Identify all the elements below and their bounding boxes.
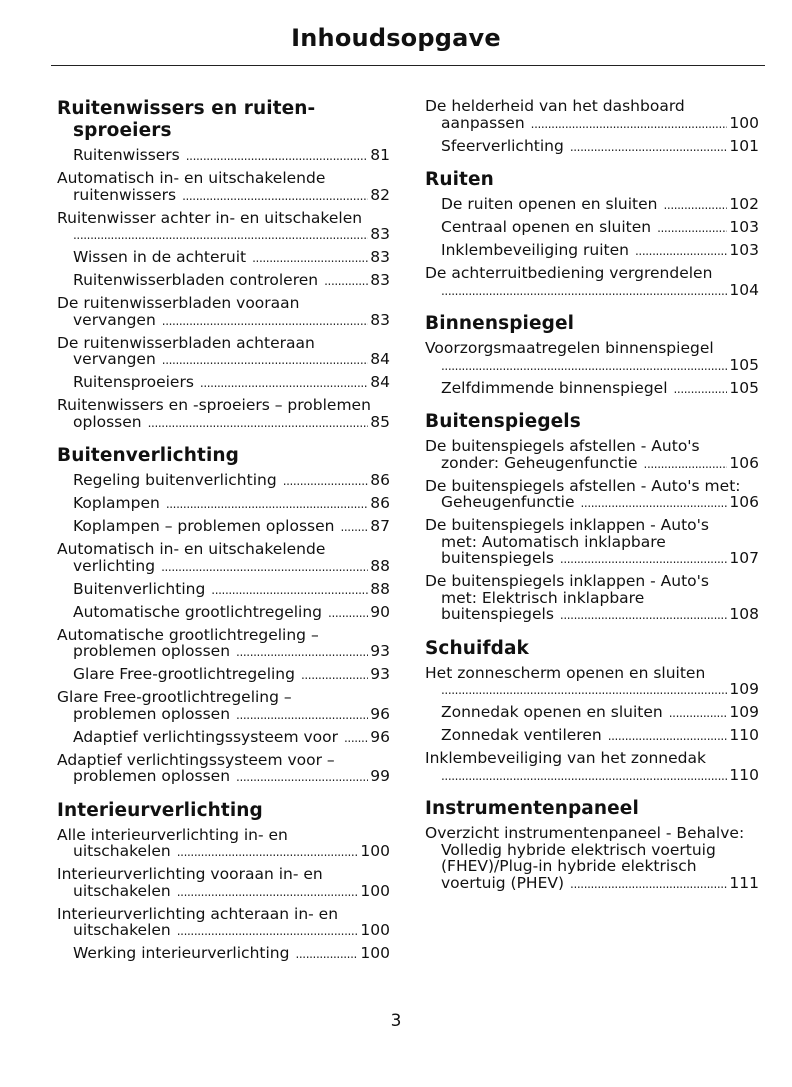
toc-entry[interactable]: Werking interieurverlichting ..... 100	[57, 945, 390, 963]
toc-entry[interactable]: Sfeerverlichting ..... 101	[425, 138, 759, 156]
toc-entry[interactable]: De ruiten openen en sluiten ..... 102	[425, 196, 759, 214]
toc-section	[57, 445, 390, 786]
toc-entry[interactable]: Ruitenwisserbladen controleren ..... 83	[57, 272, 390, 290]
toc-entry[interactable]: De ruitenwisserbladen vooraan vervangen ..... 83	[57, 295, 390, 329]
toc-entry[interactable]: Inklembeveiliging ruiten ..... 103	[425, 242, 759, 260]
toc-entry[interactable]: Regeling buitenverlichting ..... 86	[57, 472, 390, 490]
toc-entry[interactable]: Automatisch in- en uitschakelende ruitenwissers ..... 82	[57, 170, 390, 204]
toc-entry[interactable]: Koplampen – problemen oplossen ..... 87	[57, 518, 390, 536]
toc-entry[interactable]: Zelfdimmende binnenspiegel ..... 105	[425, 380, 759, 398]
toc-section	[425, 411, 759, 624]
toc-right-column	[425, 98, 759, 906]
section-heading-buitenverlichting: Buitenverlichting	[57, 445, 240, 466]
toc-entry[interactable]: Ruitensproeiers ..... 84	[57, 374, 390, 392]
toc-entry[interactable]: De ruitenwisserbladen achteraan vervangen ..... 84	[57, 335, 390, 369]
toc-section	[57, 800, 390, 963]
toc-entry[interactable]: Ruitenwisser achter in- en uitschakelen ..... 83	[57, 210, 390, 244]
toc-section	[425, 169, 759, 299]
toc-entry[interactable]: Inklembeveiliging van het zonnedak ..... 110	[425, 750, 759, 784]
toc-entry[interactable]: Centraal openen en sluiten ..... 103	[425, 219, 759, 237]
section-heading-interieurverlichting: Interieurverlichting	[57, 799, 263, 821]
toc-entry[interactable]: Zonnedak ventileren ..... 110	[425, 727, 759, 745]
section-heading-ruitenwissers: Ruitenwissers en ruiten- sproeiers	[57, 98, 316, 141]
toc-entry[interactable]: De achterruitbediening vergrendelen ..... 104	[425, 265, 759, 299]
toc-entry[interactable]: Automatische grootlichtregeling – problemen oplossen ..... 93	[57, 627, 390, 661]
section-heading-ruiten: Ruiten	[425, 169, 494, 190]
toc-entry[interactable]: Het zonnescherm openen en sluiten ..... 109	[425, 665, 759, 699]
toc-entry[interactable]: Alle interieurverlichting in- en uitschakelen ..... 100	[57, 827, 390, 861]
section-heading-buitenspiegels: Buitenspiegels	[425, 411, 581, 432]
toc-entry[interactable]: Automatisch in- en uitschakelende verlichting ..... 88	[57, 541, 390, 575]
toc-entry[interactable]: Overzicht instrumentenpaneel - Behalve: Volledig hybride elektrisch voertuig (FHEV)/Plug-in hybride elektrisch voertuig (PHEV) ..... 111	[425, 825, 759, 892]
toc-section	[425, 313, 759, 397]
toc-entry[interactable]: De helderheid van het dashboard aanpassen ..... 100	[425, 98, 759, 132]
toc-entry[interactable]: Wissen in de achteruit ..... 83	[57, 249, 390, 267]
toc-section	[425, 98, 759, 155]
title-divider	[51, 65, 765, 66]
toc-entry[interactable]: De buitenspiegels inklappen - Auto's met: Elektrisch inklapbare buitenspiegels ..... 108	[425, 573, 759, 624]
toc-entry[interactable]: Ruitenwissers ..... 81	[57, 147, 390, 165]
toc-entry[interactable]: Koplampen ..... 86	[57, 495, 390, 513]
toc-entry[interactable]: De buitenspiegels inklappen - Auto's met: Automatisch inklapbare buitenspiegels ..... 107	[425, 517, 759, 568]
toc-section	[425, 638, 759, 785]
toc-left-column	[57, 98, 390, 977]
toc-entry[interactable]: Buitenverlichting ..... 88	[57, 581, 390, 599]
toc-entry[interactable]: Zonnedak openen en sluiten ..... 109	[425, 704, 759, 722]
toc-entry[interactable]: Glare Free-grootlichtregeling ..... 93	[57, 666, 390, 684]
toc-entry[interactable]: Interieurverlichting achteraan in- en uitschakelen ..... 100	[57, 906, 390, 940]
toc-entry[interactable]: Interieurverlichting vooraan in- en uitschakelen ..... 100	[57, 866, 390, 900]
toc-entry[interactable]: Adaptief verlichtingssysteem voor ..... 96	[57, 729, 390, 747]
toc-entry[interactable]: Adaptief verlichtingssysteem voor – problemen oplossen ..... 99	[57, 752, 390, 786]
toc-entry[interactable]: De buitenspiegels afstellen - Auto's met: Geheugenfunctie ..... 106	[425, 478, 759, 512]
section-heading-schuifdak: Schuifdak	[425, 637, 529, 659]
toc-section	[425, 798, 759, 892]
toc-entry[interactable]: Automatische grootlichtregeling ..... 90	[57, 604, 390, 622]
toc-entry[interactable]: Ruitenwissers en -sproeiers – problemen oplossen ..... 85	[57, 397, 390, 431]
toc-section	[57, 98, 390, 431]
toc-entry[interactable]: De buitenspiegels afstellen - Auto's zonder: Geheugenfunctie ..... 106	[425, 438, 759, 472]
section-heading-binnenspiegel: Binnenspiegel	[425, 313, 575, 334]
page-title: Inhoudsopgave	[291, 24, 501, 52]
toc-entry[interactable]: Voorzorgsmaatregelen binnenspiegel ..... 105	[425, 340, 759, 374]
section-heading-instrumentenpaneel: Instrumentenpaneel	[425, 798, 639, 819]
page-number: 3	[390, 1011, 402, 1031]
toc-entry[interactable]: Glare Free-grootlichtregeling – problemen oplossen ..... 96	[57, 689, 390, 723]
